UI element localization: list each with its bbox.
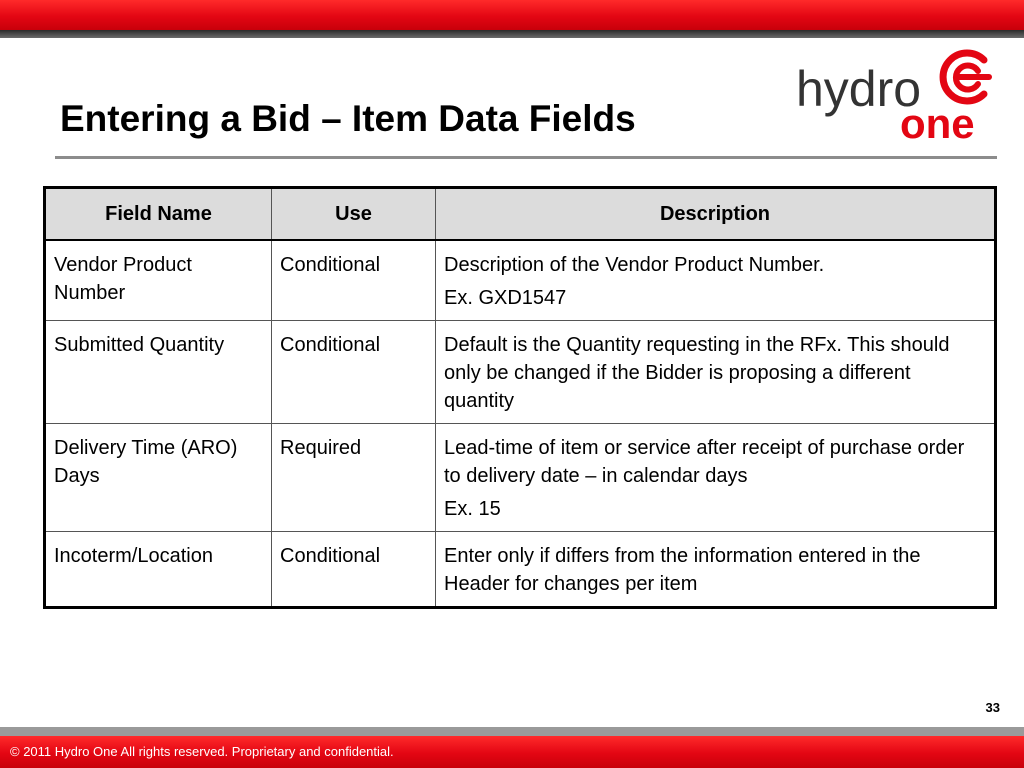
logo-word-one: one: [900, 100, 975, 144]
use-cell: Conditional: [272, 532, 436, 608]
footer-copyright: © 2011 Hydro One All rights reserved. Proprietary and confidential.: [10, 744, 394, 759]
description-text: Default is the Quantity requesting in the RFx. This should only be changed if the Bidder is proposing a different quantity: [444, 334, 950, 412]
table-row: [45, 321, 996, 424]
description-text: Lead-time of item or service after receipt of purchase order to delivery date – in calendar days: [444, 437, 965, 487]
header-red-band: [0, 0, 1024, 30]
item-data-fields-table: [43, 186, 997, 609]
field-name-cell: Delivery Time (ARO) Days: [45, 424, 272, 532]
header-dark-band: [0, 30, 1024, 38]
use-cell: Conditional: [272, 321, 436, 424]
description-example: Ex. 15: [444, 498, 501, 520]
page-number: 33: [985, 700, 1000, 715]
table-row: [45, 532, 996, 608]
description-text: Description of the Vendor Product Number.: [444, 254, 825, 276]
description-example: Ex. GXD1547: [444, 287, 567, 309]
use-cell: Required: [272, 424, 436, 532]
table-row: [45, 240, 996, 321]
column-header-use: Use: [272, 188, 436, 241]
title-divider: [55, 156, 997, 159]
slide-title: Entering a Bid – Item Data Fields: [60, 98, 636, 139]
logo-word-hydro: hydro: [796, 61, 922, 117]
description-text: Enter only if differs from the information entered in the Header for changes per item: [444, 545, 921, 595]
description-cell: [436, 424, 996, 532]
logo-swirl-icon: [943, 53, 989, 101]
description-cell: [436, 321, 996, 424]
footer-gray-band: [0, 727, 1024, 736]
field-name-cell: Submitted Quantity: [45, 321, 272, 424]
description-cell: [436, 240, 996, 321]
table-row: [45, 424, 996, 532]
hydro-one-logo: [796, 44, 996, 144]
field-name-cell: Vendor Product Number: [45, 240, 272, 321]
description-cell: [436, 532, 996, 608]
column-header-description: Description: [436, 188, 996, 241]
use-cell: Conditional: [272, 240, 436, 321]
column-header-field-name: Field Name: [45, 188, 272, 241]
table-header-row: [45, 188, 996, 241]
field-name-cell: Incoterm/Location: [45, 532, 272, 608]
